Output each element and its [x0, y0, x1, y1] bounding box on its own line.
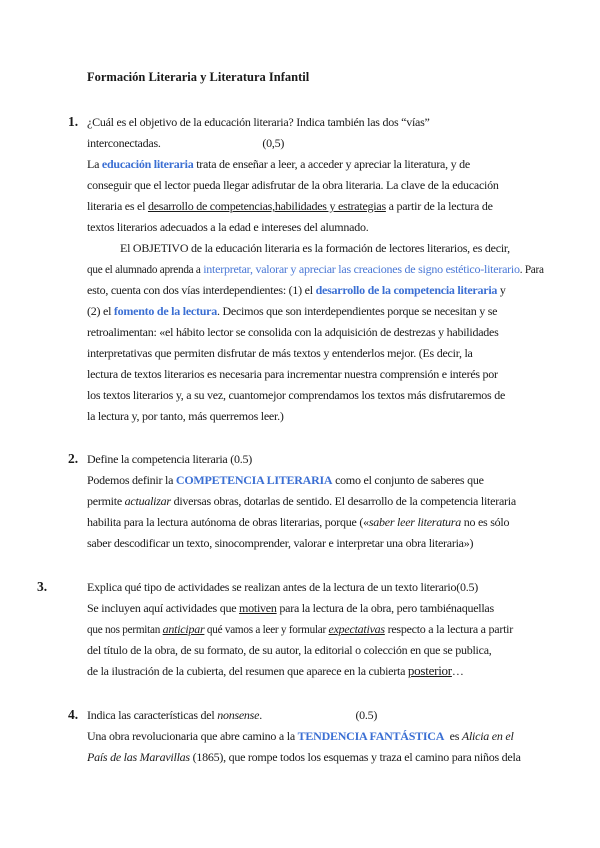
- text-segment: Indica las características del: [87, 708, 218, 722]
- text-segment: diversas obras, dotarlas de sentido. El desarrollo de la competencia literaria: [170, 494, 516, 508]
- answer-text-line: [87, 198, 493, 214]
- text-segment: . Decimos que son interdependientes porque se necesitan y se: [216, 304, 498, 318]
- text-segment: Podemos definir la: [87, 473, 176, 487]
- highlighted-text: anticipar: [162, 622, 205, 636]
- highlighted-text: motiven: [239, 601, 277, 615]
- answer-text-line: [87, 514, 509, 530]
- text-segment: . (0.5): [259, 708, 378, 722]
- text-segment: ¿Cuál es el objetivo de la educación literaria? Indica también las dos “vías”: [87, 115, 430, 129]
- answer-text-line: [87, 663, 464, 679]
- document-title: Formación Literaria y Literatura Infantil: [87, 70, 310, 84]
- answer-text-line: [87, 219, 368, 235]
- text-segment: (2) el: [87, 304, 114, 318]
- highlighted-text: fomento de la lectura: [113, 304, 217, 318]
- text-segment: y: [497, 283, 506, 297]
- answer-text-line: [87, 156, 470, 172]
- text-segment: Explica qué tipo de actividades se realizan antes de la lectura de un texto literario(0.5): [87, 580, 478, 594]
- text-segment: Una obra revolucionaria que abre camino a la: [87, 729, 298, 743]
- text-segment: retroalimentan: «el hábito lector se consolida con la adquisición de destrezas y habilidades: [87, 325, 499, 339]
- highlighted-text: interpretar, valorar y apreciar las creaciones de signo estético-literario: [203, 262, 520, 276]
- text-segment: para la lectura de la obra, pero tambiénaquellas: [276, 601, 494, 615]
- highlighted-text: País de las Maravillas: [87, 750, 190, 764]
- text-segment: Define la competencia literaria (0.5): [87, 452, 252, 466]
- answer-text-line: [87, 472, 484, 488]
- text-segment: (1865), que rompe todos los esquemas y traza el camino para niños dela: [189, 750, 521, 764]
- answer-text-line: [87, 749, 521, 765]
- question-number: 2.: [68, 451, 79, 466]
- highlighted-text: COMPETENCIA LITERARIA: [175, 473, 333, 487]
- text-segment: del título de la obra, de su formato, de su autor, la editorial o colección en que se publica,: [87, 643, 492, 657]
- answer-text-line: [87, 600, 494, 616]
- question-text-line: [87, 114, 430, 130]
- text-segment: saber descodificar un texto, sinocomprender, valorar e interpretar una obra literaria»): [87, 536, 474, 550]
- answer-text-line: [87, 621, 513, 638]
- answer-text-line: [87, 408, 284, 424]
- answer-text-line: [87, 282, 506, 298]
- highlighted-text: TENDENCIA FANTÁSTICA: [297, 729, 445, 743]
- answer-text-line: [87, 261, 544, 278]
- highlighted-text: desarrollo de la competencia literaria: [315, 283, 498, 297]
- answer-text-line: [87, 303, 497, 319]
- text-segment: interconectadas. (0,5): [87, 136, 285, 150]
- highlighted-text: expectativas: [328, 622, 385, 636]
- highlighted-text: . Para: [519, 264, 544, 276]
- text-segment: habilita para la lectura autónoma de obras literarias, porque («: [87, 515, 369, 529]
- text-segment: esto, cuenta con dos vías interdependientes: (1) el: [87, 283, 316, 297]
- question-text-line: [87, 451, 252, 467]
- question-text-line: [87, 707, 377, 723]
- highlighted-text: que nos permitan: [87, 624, 163, 636]
- text-segment: trata de enseñar a leer, a acceder y apreciar la literatura, y de: [193, 157, 470, 171]
- answer-text-line: [87, 366, 498, 382]
- answer-text-line: [87, 324, 499, 340]
- text-segment: lectura de textos literarios es necesaria para incrementar nuestra comprensión e interés por: [87, 367, 498, 381]
- text-segment: la lectura y, por tanto, más querremos leer.): [87, 409, 284, 423]
- text-segment: El OBJETIVO de la educación literaria es la formación de lectores literarios, es decir,: [120, 241, 510, 255]
- answer-text-line: [87, 177, 499, 193]
- answer-text-line: [87, 728, 514, 744]
- highlighted-text: posterior: [407, 663, 452, 678]
- answer-text-line: [87, 135, 284, 151]
- text-segment: es: [444, 729, 462, 743]
- text-segment: literaria es el: [87, 199, 148, 213]
- highlighted-text: educación literaria: [101, 157, 194, 171]
- question-number: 1.: [68, 114, 79, 129]
- question-text-line: [87, 579, 478, 595]
- text-segment: Se incluyen aquí actividades que: [87, 601, 240, 615]
- text-segment: La: [87, 157, 102, 171]
- text-segment: textos literarios adecuados a la edad e intereses del alumnado.: [87, 220, 369, 234]
- answer-text-line: [87, 493, 516, 509]
- text-segment: de la ilustración de la cubierta, del resumen que aparece en la cubierta: [87, 664, 408, 678]
- highlighted-text: actualizar: [124, 494, 171, 508]
- answer-text-line: [87, 345, 473, 361]
- text-segment: interpretativas que permiten disfrutar de más textos y entenderlos mejor. (Es decir, la: [87, 346, 473, 360]
- question-number: 3.: [37, 579, 48, 594]
- text-segment: permite: [87, 494, 125, 508]
- text-segment: conseguir que el lector pueda llegar adisfrutar de la obra literaria. La clave de la educación: [87, 178, 499, 192]
- answer-text-line: [87, 535, 473, 551]
- text-segment: …: [451, 664, 464, 678]
- text-segment: como el conjunto de saberes que: [332, 473, 484, 487]
- highlighted-text: qué vamos a leer y formular: [204, 624, 329, 636]
- highlighted-text: saber leer literatura: [368, 515, 461, 529]
- answer-text-line: [87, 642, 492, 658]
- highlighted-text: que el alumnado aprenda a: [87, 264, 204, 276]
- highlighted-text: nonsense: [217, 708, 260, 722]
- highlighted-text: desarrollo de competencias,habilidades y estrategias: [147, 199, 386, 213]
- text-segment: a partir de la lectura de: [385, 199, 493, 213]
- question-number: 4.: [68, 707, 79, 722]
- answer-text-line: [87, 387, 505, 403]
- highlighted-text: Alicia en el: [461, 729, 514, 743]
- text-segment: respecto a la lectura a partir: [384, 622, 513, 636]
- answer-text-line: [120, 240, 510, 256]
- text-segment: los textos literarios y, a su vez, cuantomejor comprendamos los textos más disfrutaremos de: [87, 388, 506, 402]
- text-segment: no es sólo: [460, 515, 510, 529]
